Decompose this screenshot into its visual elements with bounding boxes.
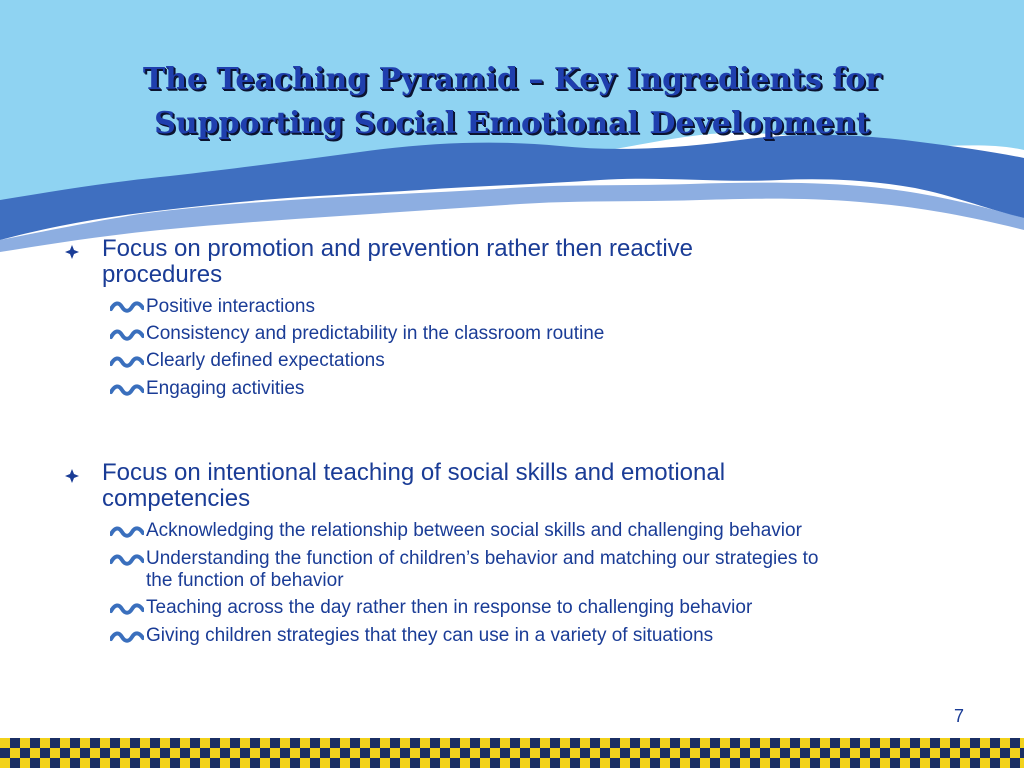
diamond-bullet-icon xyxy=(64,244,80,260)
section-heading-line1: Focus on promotion and prevention rather then reactive xyxy=(102,235,694,262)
wave-bullet-icon xyxy=(110,383,144,397)
list-item-text: Positive interactions xyxy=(146,296,315,317)
list-item-text: Consistency and predictability in the classroom routine xyxy=(146,323,605,344)
list-item xyxy=(146,520,966,542)
wave-bullet-icon xyxy=(110,553,144,567)
wave-bullet-icon xyxy=(110,602,144,616)
list-item-text-continued: the function of behavior xyxy=(146,570,344,591)
page-number: 7 xyxy=(953,706,964,726)
slide-title-line1: The Teaching Pyramid – Key Ingredients for xyxy=(142,62,882,97)
list-item-text: Giving children strategies that they can use in a variety of situations xyxy=(146,625,714,646)
wave-bullet-icon xyxy=(110,328,144,342)
list-item xyxy=(146,378,966,400)
section-heading-line2: procedures xyxy=(102,261,223,288)
list-item-text: Understanding the function of children’s behavior and matching our strategies to xyxy=(146,548,819,569)
wave-bullet-icon xyxy=(110,355,144,369)
list-item-text: Acknowledging the relationship between social skills and challenging behavior xyxy=(146,520,802,541)
list-item-text: Teaching across the day rather then in response to challenging behavior xyxy=(146,597,753,618)
list-item xyxy=(146,323,966,345)
section-heading xyxy=(102,236,902,288)
section-heading xyxy=(102,460,902,512)
diamond-bullet-icon xyxy=(64,468,80,484)
list-item-text: Clearly defined expectations xyxy=(146,350,385,371)
list-item xyxy=(146,350,966,372)
slide-title xyxy=(20,58,1004,146)
wave-bullet-icon xyxy=(110,630,144,644)
section-heading-line2: competencies xyxy=(102,485,251,512)
list-item xyxy=(146,296,966,318)
wave-bullet-icon xyxy=(110,300,144,314)
slide-title-line2: Supporting Social Emotional Development xyxy=(154,106,870,141)
list-item xyxy=(146,548,966,592)
list-item-text: Engaging activities xyxy=(146,378,305,399)
list-item xyxy=(146,597,966,619)
section-heading-line1: Focus on intentional teaching of social skills and emotional xyxy=(102,459,726,486)
checkered-footer-band xyxy=(0,738,1024,768)
wave-bullet-icon xyxy=(110,525,144,539)
list-item xyxy=(146,625,966,647)
